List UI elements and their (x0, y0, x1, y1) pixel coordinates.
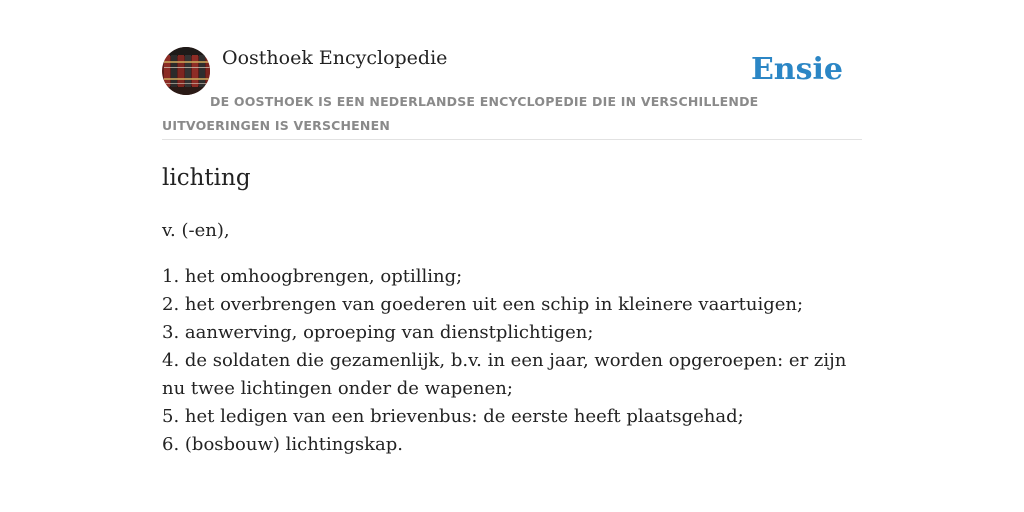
source-title[interactable]: Oosthoek Encyclopedie (222, 47, 448, 69)
header-divider (162, 139, 862, 140)
definition-item: 3. aanwerving, oproeping van dienstplichtigen; (162, 322, 594, 343)
definition-list (162, 263, 852, 459)
definition-item: 1. het omhoogbrengen, optilling; (162, 266, 463, 287)
definition-item: 2. het overbrengen van goederen uit een schip in kleinere vaartuigen; (162, 294, 804, 315)
avatar (162, 47, 210, 95)
encyclopedia-books-icon (162, 47, 210, 95)
entry-grammar: v. (-en), (162, 220, 230, 241)
source-description: DE OOSTHOEK IS EEN NEDERLANDSE ENCYCLOPEDIE DIE IN VERSCHILLENDE UITVOERINGEN IS VERSCHENEN (162, 94, 759, 133)
definition-item: 4. de soldaten die gezamenlijk, b.v. in een jaar, worden opgeroepen: er zijn nu twee lichtingen onder de wapenen; (162, 350, 847, 399)
definition-item: 6. (bosbouw) lichtingskap. (162, 434, 404, 455)
entry-headword: lichting (162, 165, 251, 191)
brand-logo[interactable]: Ensie (750, 52, 843, 87)
definition-item: 5. het ledigen van een brievenbus: de eerste heeft plaatsgehad; (162, 406, 744, 427)
